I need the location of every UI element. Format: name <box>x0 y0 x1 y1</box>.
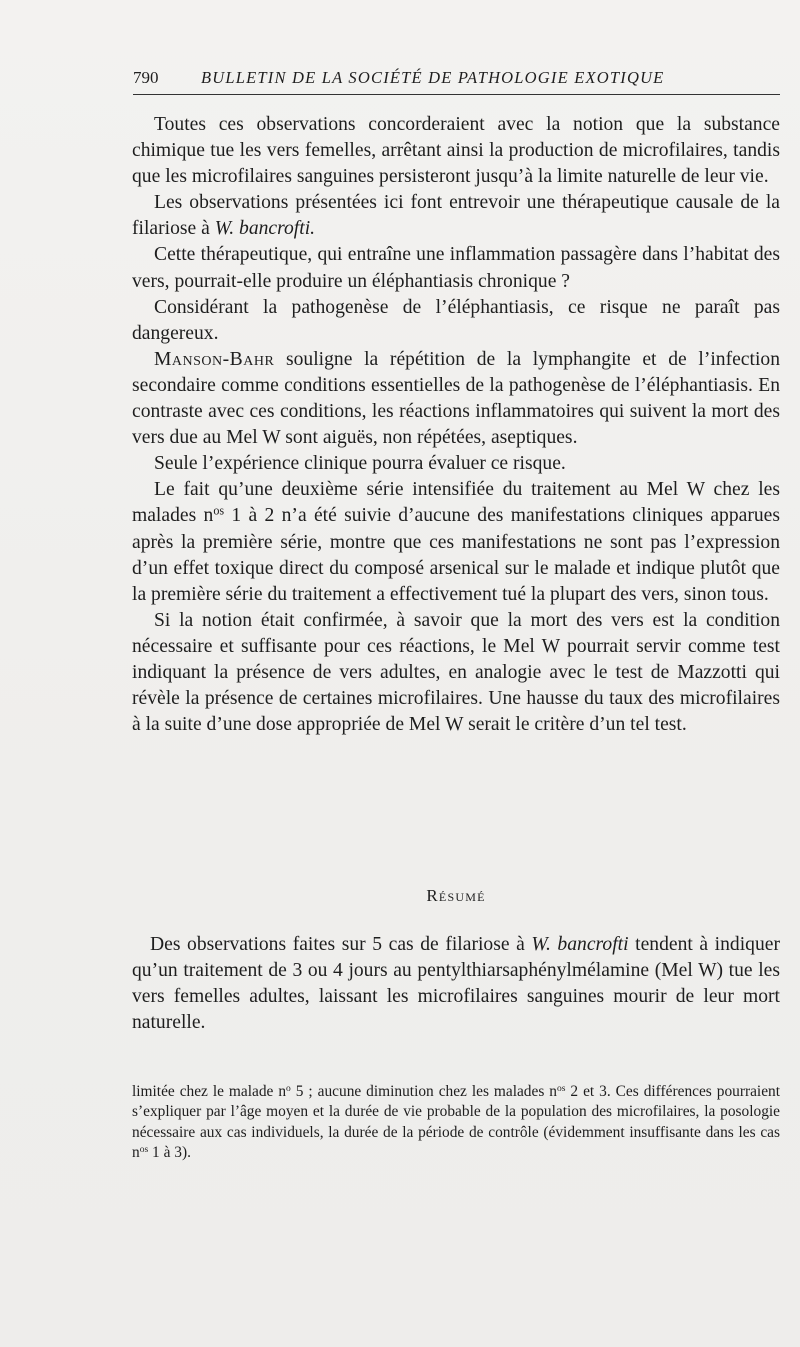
species-name: W. bancrofti. <box>214 218 316 240</box>
superscript: os <box>556 1082 566 1094</box>
paragraph-text: tendent à indiquer qu’un traitement de 3 ou 4 jours au pentylthiarsaphénylmélamine (Mel W) tue les vers femelles adultes, laissant les microfilaires sanguines mourir de leur mort naturelle. <box>132 934 780 1034</box>
paragraph <box>132 190 780 242</box>
superscript: o <box>286 1082 291 1094</box>
footnote-text <box>132 1082 780 1163</box>
paragraph-text: Des observations faites sur 5 cas de filariose à <box>150 934 532 955</box>
page-header <box>133 66 780 95</box>
paragraph: Si la notion était confirmée, à savoir que la mort des vers est la condition nécessaire et suffisante pour ces réactions, le Mel W pourrait servir comme test indiquant la présence de vers adultes, en analogie avec le test de Mazzotti qui révèle la présence de certaines microfilaires. Une hausse du taux des microfilaires à la suite d’une dose appropriée de Mel W serait le critère d’un tel test. <box>132 609 780 736</box>
superscript: os <box>139 1143 149 1155</box>
paragraph-text: souligne la répétition de la lymphangite et de l’infection secondaire comme conditions essentielles de la pathogenèse de l’éléphantiasis. En contraste avec ces conditions, les réactions inflammatoires qui suivent la mort des vers due au Mel W sont aiguës, non répétées, aseptiques. <box>132 348 780 449</box>
running-head: BULLETIN DE LA SOCIÉTÉ DE PATHOLOGIE EXOTIQUE <box>201 68 665 87</box>
paragraph-text: 1 à 2 n’a été suivie d’aucune des manifestations cliniques apparues après la première série, montre que ces manifestations ne sont pas l’expression d’un effet toxique direct du composé arsenical sur le malade et indique plutôt que la première série du traitement a effectivement tué la plupart des vers, sinon tous. <box>132 505 780 605</box>
paragraph <box>132 932 780 1036</box>
body-text <box>132 112 780 738</box>
author-name: Manson-Bahr <box>154 348 275 370</box>
paragraph: Seule l’expérience clinique pourra évaluer ce risque. <box>154 453 566 475</box>
footnote-part: 5 ; aucune diminution chez les malades n <box>290 1083 557 1100</box>
paragraph: Considérant la pathogenèse de l’éléphantiasis, ce risque ne paraît pas dangereux. <box>132 296 780 344</box>
paragraph: Cette thérapeutique, qui entraîne une inflammation passagère dans l’habitat des vers, pourrait-elle produire un éléphantiasis chronique ? <box>132 244 780 292</box>
paragraph: Toutes ces observations concorderaient avec la notion que la substance chimique tue les vers femelles, arrêtant ainsi la production de microfilaires, tandis que les microfilaires sanguines persisteront jusqu’à la limite naturelle de leur vie. <box>132 114 780 188</box>
page-number: 790 <box>133 68 159 87</box>
footnote <box>132 1082 780 1163</box>
footnote-part: 1 à 3). <box>148 1143 191 1161</box>
section-heading: Résumé <box>426 886 486 905</box>
summary-text <box>132 932 780 1036</box>
superscript: os <box>213 503 225 518</box>
footnote-part: limitée chez le malade n <box>132 1083 287 1100</box>
paragraph <box>132 347 780 451</box>
footnote-part: 2 et 3. Ces différences pourraient s’expliquer par l’âge moyen et la durée de vie probable de la population des microfilaires, la posologie nécessaire aux cas individuels, la durée de la période de contrôle (évidemment insuffisante dans les cas n <box>132 1083 780 1161</box>
species-name: W. bancrofti <box>531 934 629 955</box>
paragraph-text: Le fait qu’une deuxième série intensifiée du traitement au Mel W chez les malades n <box>132 479 780 527</box>
paragraph-text: Les observations présentées ici font entrevoir une thérapeutique causale de la filariose à <box>132 192 780 240</box>
paragraph <box>132 477 780 607</box>
